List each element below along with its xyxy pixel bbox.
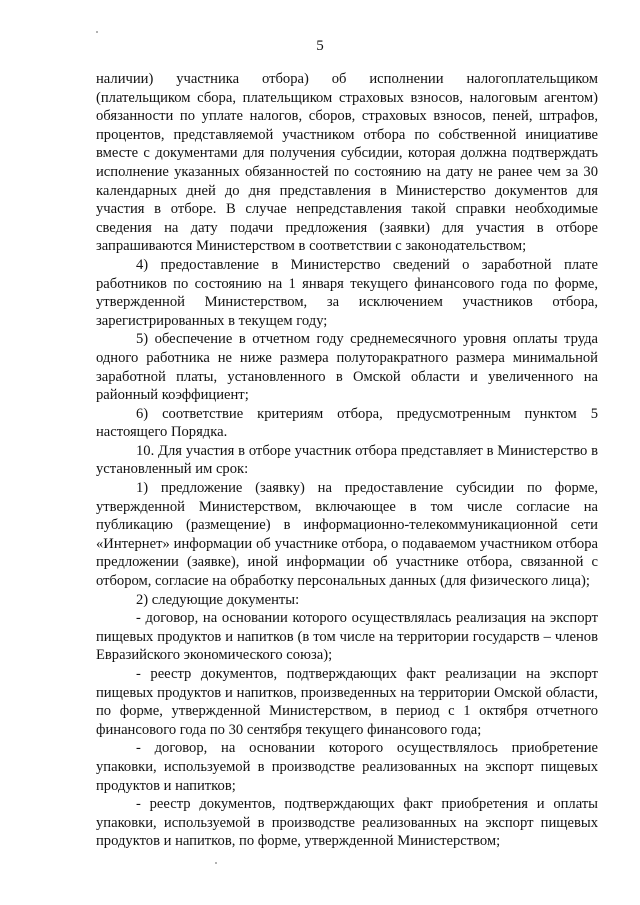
paragraph-item-2-documents: 2) следующие документы:: [136, 591, 300, 608]
paragraph-section-10: 10. Для участия в отборе участник отбора представляет в Министерство в установленный им срок:: [96, 442, 598, 478]
paragraph-item-6: 6) соответствие критериям отбора, предусмотренным пунктом 5 настоящего Порядка.: [96, 405, 598, 441]
paragraph-item-5: 5) обеспечение в отчетном году среднемесячного уровня оплаты труда одного работника не ниже размера полуторакратного размера минимальной заработной платы, установленного в Омской области и увеличенного на районный коэффициент;: [96, 331, 598, 404]
list-item-packaging-contract: - договор, на основании которого осуществлялось приобретение упаковки, используемой в производстве реализованных на экспорт пищевых продуктов и напитков;: [96, 740, 598, 794]
document-body: [96, 70, 598, 851]
paragraph-item-4: 4) предоставление в Министерство сведений о заработной плате работников по состоянию на 1 января текущего финансового года по форме, утвержденной Министерством, за исключением участников отбора, зарегистрированных в текущем году;: [96, 256, 598, 329]
paragraph-continuation: наличии) участника отбора) об исполнении налогоплательщиком (плательщиком сбора, плательщиком страховых взносов, налоговым агентом) обязанности по уплате налогов, сборов, страховых взносов, пеней, штрафов, процентов, представляемой участником отбора по собственной инициативе вместе с документами для получения субсидии, которая должна подтверждать исполнение указанных обязанностей по состоянию на дату не ранее чем за 30 календарных дней до дня представления в Министерство документов для участия в отборе. В случае непредставления такой справки необходимые сведения на дату подачи предложения (заявки) для участия в отборе запрашиваются Министерством в соответствии с законодательством;: [96, 71, 598, 255]
paragraph-item-1-application: 1) предложение (заявку) на предоставление субсидии по форме, утвержденной Министерством, включающее в том числе согласие на публикацию (размещение) в информационно-телекоммуникационной сети «Интернет» информации об участнике отбора, о подаваемом участником отбора предложении (заявке), иной информации об участнике отбора, связанной с отбором, согласие на обработку персональных данных (для физического лица);: [96, 480, 598, 590]
list-item-export-registry: - реестр документов, подтверждающих факт реализации на экспорт пищевых продуктов и напитков, произведенных на территории Омской области, по форме, утвержденной Министерством, в период с 1 октября отчетного финансового года по 30 сентября текущего финансового года;: [96, 666, 598, 738]
list-item-packaging-registry: - реестр документов, подтверждающих факт приобретения и оплаты упаковки, используемой в производстве реализованных на экспорт пищевых продуктов и напитков, по форме, утвержденной Министерством;: [96, 796, 598, 850]
scan-speck: [96, 31, 98, 33]
list-item-export-contract: - договор, на основании которого осуществлялась реализация на экспорт пищевых продуктов и напитков (в том числе на территории государств – членов Евразийского экономического союза);: [96, 610, 598, 664]
page-number: 5: [316, 38, 324, 54]
scan-speck: [215, 862, 217, 864]
